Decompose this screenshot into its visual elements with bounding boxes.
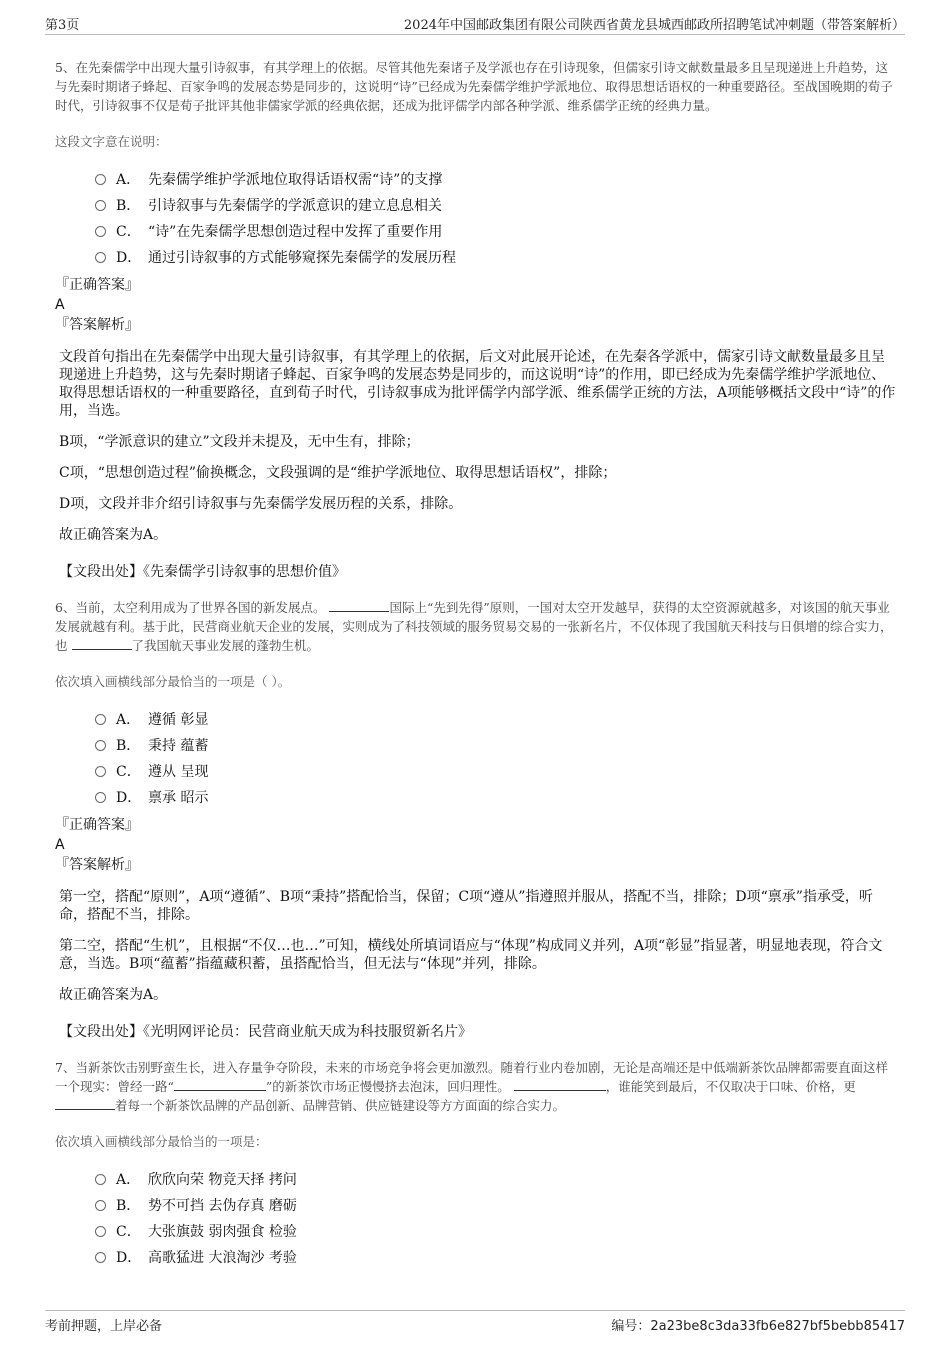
radio-icon[interactable]: [95, 252, 106, 263]
explanation: D项，文段并非介绍引诗叙事与先秦儒学发展历程的关系，排除。: [59, 496, 463, 512]
radio-icon[interactable]: [95, 792, 106, 803]
explanation: 故正确答案为A。: [59, 527, 168, 543]
question-7: [55, 1058, 898, 1271]
radio-icon[interactable]: [95, 1174, 106, 1185]
answer-blank: [329, 599, 389, 612]
explanation: 故正确答案为A。: [59, 987, 168, 1003]
analysis-label: 『答案解析』: [55, 317, 139, 333]
question-prompt: 这段文字意在说明：: [55, 134, 168, 149]
explanation: 文段首句指出在先秦儒学中出现大量引诗叙事，有其学理上的依据，后文对此展开论述，在先秦各学派中，儒家引诗文献数量最多且呈现递进上升趋势，这与先秦时期诸子蜂起、百家争鸣的发展态势是同步的，而这说明“诗”的作用，即已经成为先秦儒学维护学派地位、取得思想话语权的一种重要路径，直到荀子时代，引诗叙事成为批评儒学内部学派、维系儒学正统的方法，A项能够概括文段中“诗”的作用，当选。: [59, 349, 896, 419]
document-title: 2024年中国邮政集团有限公司陕西省黄龙县城西邮政所招聘笔试冲刺题（带答案解析）: [403, 18, 905, 33]
question-5: [55, 58, 898, 581]
radio-icon[interactable]: [95, 1226, 106, 1237]
correct-answer: A: [55, 837, 65, 853]
radio-icon[interactable]: [95, 200, 106, 211]
explanation: 第一空，搭配“原则”，A项“遵循”、B项“秉持”搭配恰当，保留；C项“遵从”指遵照并服从，搭配不当，排除；D项“禀承”指承受，听命，搭配不当，排除。: [59, 889, 873, 923]
option-b[interactable]: B． 秉持 蕴蓄: [95, 733, 898, 759]
explanation: 第二空，搭配“生机”，且根据“不仅…也…”可知，横线处所填词语应与“体现”构成同义并列，A项“彰显”指显著，明显地表现，符合文意，当选。B项“蕴蓄”指蕴藏积蓄，虽搭配恰当，但无法与“体现”并列，排除。: [59, 938, 883, 972]
option-d[interactable]: D． 高歌猛进 大浪淘沙 考验: [95, 1245, 898, 1271]
page-header: [45, 10, 905, 35]
option-b[interactable]: B． 引诗叙事与先秦儒学的学派意识的建立息息相关: [95, 193, 898, 219]
answer-blank: [72, 637, 132, 650]
page-number: 第3页: [45, 18, 80, 33]
answer-blank: [514, 1078, 606, 1091]
document-code: 编号：2a23be8c3da33fb6e827bf5bebb85417: [611, 1319, 905, 1334]
question-prompt: 依次填入画横线部分最恰当的一项是：: [55, 1134, 268, 1149]
correct-answer: A: [55, 297, 65, 313]
radio-icon[interactable]: [95, 174, 106, 185]
radio-icon[interactable]: [95, 766, 106, 777]
correct-answer-label: 『正确答案』: [55, 277, 139, 293]
option-a[interactable]: A． 遵循 彰显: [95, 707, 898, 733]
question-text: 5、在先秦儒学中出现大量引诗叙事，有其学理上的依据。尽管其他先秦诸子及学派也存在引诗现象，但儒家引诗文献数量最多且呈现递进上升趋势，这与先秦时期诸子蜂起、百家争鸣的发展态势是同步的，这说明“诗”已经成为先秦儒学维护学派地位、取得思想话语权的一种重要路径。至战国晚期的荀子时代，引诗叙事不仅是荀子批评其他非儒家学派的经典依据，还成为批评儒学内部各种学派、维系儒学正统的经典力量。: [55, 60, 893, 113]
option-d[interactable]: D． 通过引诗叙事的方式能够窥探先秦儒学的发展历程: [95, 245, 898, 271]
radio-icon[interactable]: [95, 226, 106, 237]
explanation: C项，“思想创造过程”偷换概念，文段强调的是“维护学派地位、取得思想话语权”，排除；: [59, 465, 617, 481]
option-list: [95, 1167, 898, 1271]
option-c[interactable]: C． 遵从 呈现: [95, 759, 898, 785]
option-d[interactable]: D． 禀承 昭示: [95, 785, 898, 811]
radio-icon[interactable]: [95, 1200, 106, 1211]
explanation: B项，“学派意识的建立”文段并未提及，无中生有，排除；: [59, 434, 420, 450]
content: [55, 58, 898, 1271]
option-b[interactable]: B． 势不可挡 去伪存真 磨砺: [95, 1193, 898, 1219]
answer-blank: [55, 1097, 115, 1110]
option-a[interactable]: A． 先秦儒学维护学派地位取得话语权需“诗”的支撑: [95, 167, 898, 193]
option-c[interactable]: C． 大张旗鼓 弱肉强食 检验: [95, 1219, 898, 1245]
question-prompt: 依次填入画横线部分最恰当的一项是（ ）。: [55, 674, 291, 689]
option-list: [95, 707, 898, 811]
option-c[interactable]: C． “诗”在先秦儒学思想创造过程中发挥了重要作用: [95, 219, 898, 245]
analysis-label: 『答案解析』: [55, 857, 139, 873]
option-list: [95, 167, 898, 271]
answer-blank: [174, 1078, 266, 1091]
question-text: 6、当前，太空利用成为了世界各国的新发展点。 国际上“先到先得”原则，一国对太空开发越早，获得的太空资源就越多，对该国的航天事业发展就越有利。基于此，民营商业航天企业的发展，实则成为了科技领域的服务贸易交易的一张新名片，不仅体现了我国航天科技与日俱增的综合实力，也 了我国航天事业发展的蓬勃生机。: [55, 600, 893, 653]
radio-icon[interactable]: [95, 714, 106, 725]
question-text: 7、当新茶饮击别野蛮生长，进入存量争夺阶段，未来的市场竞争将会更加激烈。随着行业内卷加剧，无论是高端还是中低端新茶饮品牌都需要直面这样一个现实：曾经一路“ ”的新茶饮市场正慢慢挤去泡沫，回归理性。 ，谁能笑到最后，不仅取决于口味、价格，更 着每一个新茶饮品牌的产品创新、品牌营销、供应链建设等方方面面的综合实力。: [55, 1060, 888, 1113]
radio-icon[interactable]: [95, 1252, 106, 1263]
page-footer: [45, 1310, 905, 1339]
option-a[interactable]: A． 欣欣向荣 物竞天择 拷问: [95, 1167, 898, 1193]
question-6: [55, 598, 898, 1041]
source-line: 【文段出处】《光明网评论员：民营商业航天成为科技服贸新名片》: [59, 1024, 472, 1040]
footer-slogan: 考前押题，上岸必备: [45, 1319, 163, 1334]
correct-answer-label: 『正确答案』: [55, 817, 139, 833]
source-line: 【文段出处】《先秦儒学引诗叙事的思想价值》: [59, 564, 346, 580]
radio-icon[interactable]: [95, 740, 106, 751]
